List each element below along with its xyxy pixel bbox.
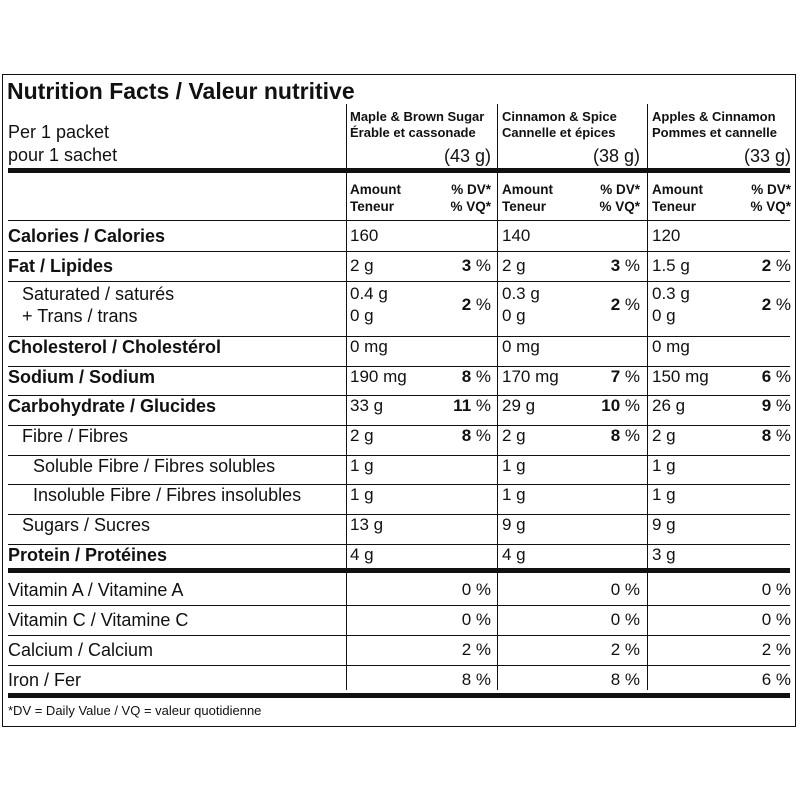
nutrient-amount: 1 g bbox=[652, 485, 676, 504]
percent-dv-value: 6 bbox=[761, 367, 772, 386]
rule bbox=[8, 484, 790, 485]
percent-dv bbox=[731, 295, 791, 315]
nutrient-amount: 3 g bbox=[652, 545, 676, 564]
vitamin-label: Vitamin A / Vitamine A bbox=[8, 580, 184, 600]
nutrient-amount: 2 g bbox=[652, 426, 676, 445]
rule bbox=[8, 281, 790, 282]
serving-size: (38 g) bbox=[592, 146, 640, 166]
nutrient-amount: 1.5 g bbox=[652, 256, 690, 275]
column-name-fr: Érable et cassonade bbox=[350, 125, 476, 140]
percent-sign: % bbox=[471, 256, 491, 275]
percent-dv bbox=[580, 367, 640, 387]
percent-dv bbox=[580, 256, 640, 276]
nutrient-amount: 33 g bbox=[350, 396, 384, 415]
percent-dv bbox=[431, 426, 491, 446]
percent-dv-value: 3 bbox=[610, 256, 621, 275]
amount-label: Amount bbox=[652, 182, 703, 197]
vitamin-label: Calcium / Calcium bbox=[8, 640, 154, 660]
rule bbox=[8, 251, 790, 252]
percent-dv-value: 2 bbox=[761, 256, 772, 275]
percent-sign: % bbox=[471, 426, 491, 445]
rule bbox=[8, 395, 790, 396]
nutrient-amount: 190 mg bbox=[350, 367, 407, 386]
dv-label: % DV* bbox=[451, 182, 491, 197]
column-name-fr: Cannelle et épices bbox=[502, 125, 616, 140]
vitamin-percent: 6 % bbox=[761, 670, 791, 689]
vitamin-percent: 0 % bbox=[461, 580, 491, 599]
dv-label: % DV* bbox=[600, 182, 640, 197]
nutrient-amount: 0 mg bbox=[652, 337, 690, 356]
percent-sign: % bbox=[771, 396, 791, 415]
nutrient-amount: 1 g bbox=[502, 456, 526, 475]
nutrient-amount: 13 g bbox=[350, 515, 384, 534]
teneur-label: Teneur bbox=[652, 199, 697, 214]
nutrient-label: Protein / Protéines bbox=[8, 545, 168, 565]
nutrient-amount: 0 mg bbox=[502, 337, 540, 356]
percent-dv-value: 8 bbox=[461, 367, 472, 386]
vq-label: % VQ* bbox=[450, 199, 491, 214]
nutrient-amount: 0.3 g bbox=[502, 284, 540, 303]
vitamin-percent: 0 % bbox=[610, 580, 640, 599]
percent-sign: % bbox=[620, 256, 640, 275]
rule bbox=[8, 336, 790, 337]
percent-sign: % bbox=[771, 367, 791, 386]
nutrient-amount: 26 g bbox=[652, 396, 686, 415]
nutrient-amount: 120 bbox=[652, 226, 681, 245]
rule bbox=[8, 425, 790, 426]
column-separator bbox=[497, 104, 498, 690]
nutrient-amount: 1 g bbox=[502, 485, 526, 504]
nutrient-amount: 9 g bbox=[652, 515, 676, 534]
percent-sign: % bbox=[620, 367, 640, 386]
percent-sign: % bbox=[771, 426, 791, 445]
nutrient-amount: 9 g bbox=[502, 515, 526, 534]
rule bbox=[8, 366, 790, 367]
percent-sign: % bbox=[471, 396, 491, 415]
nutrient-label: Carbohydrate / Glucides bbox=[8, 396, 217, 416]
vitamin-label: Vitamin C / Vitamine C bbox=[8, 610, 189, 630]
percent-sign: % bbox=[471, 367, 491, 386]
rule bbox=[8, 665, 790, 666]
vq-label: % VQ* bbox=[599, 199, 640, 214]
vitamin-percent: 8 % bbox=[610, 670, 640, 689]
nutrient-amount: 1 g bbox=[652, 456, 676, 475]
nutrient-amount: 2 g bbox=[502, 426, 526, 445]
percent-dv-value: 8 bbox=[461, 426, 472, 445]
percent-dv-value: 9 bbox=[761, 396, 772, 415]
percent-sign: % bbox=[620, 396, 640, 415]
percent-sign: % bbox=[771, 295, 791, 314]
percent-dv-value: 2 bbox=[761, 295, 772, 314]
percent-sign: % bbox=[620, 295, 640, 314]
nutrient-amount: 0.3 g bbox=[652, 284, 690, 303]
nutrient-amount: 29 g bbox=[502, 396, 536, 415]
nutrient-label: Cholesterol / Cholestérol bbox=[8, 337, 222, 357]
nutrient-amount: 4 g bbox=[502, 545, 526, 564]
column-name-en: Maple & Brown Sugar bbox=[350, 109, 485, 124]
vitamin-percent: 0 % bbox=[761, 610, 791, 629]
percent-sign: % bbox=[771, 256, 791, 275]
teneur-label: Teneur bbox=[502, 199, 547, 214]
nutrient-amount: 0.4 g bbox=[350, 284, 388, 303]
column-name-fr: Pommes et cannelle bbox=[652, 125, 777, 140]
column-name-en: Cinnamon & Spice bbox=[502, 109, 617, 124]
vitamin-label: Iron / Fer bbox=[8, 670, 82, 690]
amount-label: Amount bbox=[350, 182, 401, 197]
percent-dv bbox=[431, 256, 491, 276]
serving-size: (33 g) bbox=[743, 146, 791, 166]
nutrient-label: Fibre / Fibres bbox=[22, 426, 129, 446]
nutrient-label-trans: + Trans / trans bbox=[22, 306, 138, 326]
nutrient-amount-trans: 0 g bbox=[502, 306, 526, 325]
rule bbox=[8, 168, 790, 173]
rule bbox=[8, 605, 790, 606]
percent-dv bbox=[731, 367, 791, 387]
percent-dv bbox=[580, 396, 640, 416]
percent-dv bbox=[731, 426, 791, 446]
nutrient-amount: 4 g bbox=[350, 545, 374, 564]
vitamin-percent: 2 % bbox=[461, 640, 491, 659]
nutrient-amount: 2 g bbox=[350, 426, 374, 445]
nutrient-amount: 160 bbox=[350, 226, 379, 245]
teneur-label: Teneur bbox=[350, 199, 395, 214]
rule bbox=[8, 220, 790, 221]
vitamin-percent: 8 % bbox=[461, 670, 491, 689]
percent-dv bbox=[431, 396, 491, 416]
nutrient-amount: 1 g bbox=[350, 485, 374, 504]
nutrient-amount: 140 bbox=[502, 226, 531, 245]
nutrient-label: Sodium / Sodium bbox=[8, 367, 155, 387]
nutrient-amount: 2 g bbox=[502, 256, 526, 275]
rule bbox=[8, 693, 790, 698]
percent-dv bbox=[580, 426, 640, 446]
nutrient-amount: 0 mg bbox=[350, 337, 388, 356]
nutrient-label: Insoluble Fibre / Fibres insolubles bbox=[33, 485, 302, 505]
percent-dv-value: 10 bbox=[601, 396, 621, 415]
nutrient-amount: 1 g bbox=[350, 456, 374, 475]
percent-dv bbox=[731, 256, 791, 276]
percent-dv bbox=[580, 295, 640, 315]
column-name-en: Apples & Cinnamon bbox=[652, 109, 776, 124]
vitamin-percent: 0 % bbox=[461, 610, 491, 629]
nutrient-amount: 170 mg bbox=[502, 367, 559, 386]
column-separator bbox=[346, 104, 347, 690]
nutrient-amount-trans: 0 g bbox=[350, 306, 374, 325]
rule bbox=[8, 455, 790, 456]
percent-dv-value: 8 bbox=[761, 426, 772, 445]
rule bbox=[8, 544, 790, 545]
panel-title: Nutrition Facts / Valeur nutritive bbox=[7, 78, 355, 104]
percent-dv-value: 2 bbox=[461, 295, 472, 314]
percent-dv-value: 8 bbox=[610, 426, 621, 445]
nutrient-label: Sugars / Sucres bbox=[22, 515, 151, 535]
rule bbox=[8, 568, 790, 573]
rule bbox=[8, 635, 790, 636]
amount-label: Amount bbox=[502, 182, 553, 197]
percent-dv bbox=[731, 396, 791, 416]
serving-size-fr: pour 1 sachet bbox=[8, 145, 118, 165]
dv-label: % DV* bbox=[751, 182, 791, 197]
nutrient-amount-trans: 0 g bbox=[652, 306, 676, 325]
percent-dv-value: 3 bbox=[461, 256, 472, 275]
percent-dv-value: 11 bbox=[453, 396, 472, 415]
percent-sign: % bbox=[471, 295, 491, 314]
percent-sign: % bbox=[620, 426, 640, 445]
nutrient-amount: 2 g bbox=[350, 256, 374, 275]
serving-size-en: Per 1 packet bbox=[8, 122, 110, 142]
vitamin-percent: 2 % bbox=[761, 640, 791, 659]
footnote: *DV = Daily Value / VQ = valeur quotidienne bbox=[8, 703, 262, 718]
nutrient-label: Calories / Calories bbox=[8, 226, 166, 246]
vitamin-percent: 0 % bbox=[610, 610, 640, 629]
nutrient-amount: 150 mg bbox=[652, 367, 709, 386]
rule bbox=[8, 514, 790, 515]
vitamin-percent: 0 % bbox=[761, 580, 791, 599]
column-separator bbox=[647, 104, 648, 690]
nutrient-label: Soluble Fibre / Fibres solubles bbox=[33, 456, 276, 476]
percent-dv-value: 2 bbox=[610, 295, 621, 314]
percent-dv bbox=[431, 295, 491, 315]
percent-dv bbox=[431, 367, 491, 387]
vq-label: % VQ* bbox=[750, 199, 791, 214]
nutrient-label: Saturated / saturés bbox=[22, 284, 175, 304]
percent-dv-value: 7 bbox=[610, 367, 621, 386]
serving-size: (43 g) bbox=[443, 146, 491, 166]
nutrient-label: Fat / Lipides bbox=[8, 256, 114, 276]
vitamin-percent: 2 % bbox=[610, 640, 640, 659]
